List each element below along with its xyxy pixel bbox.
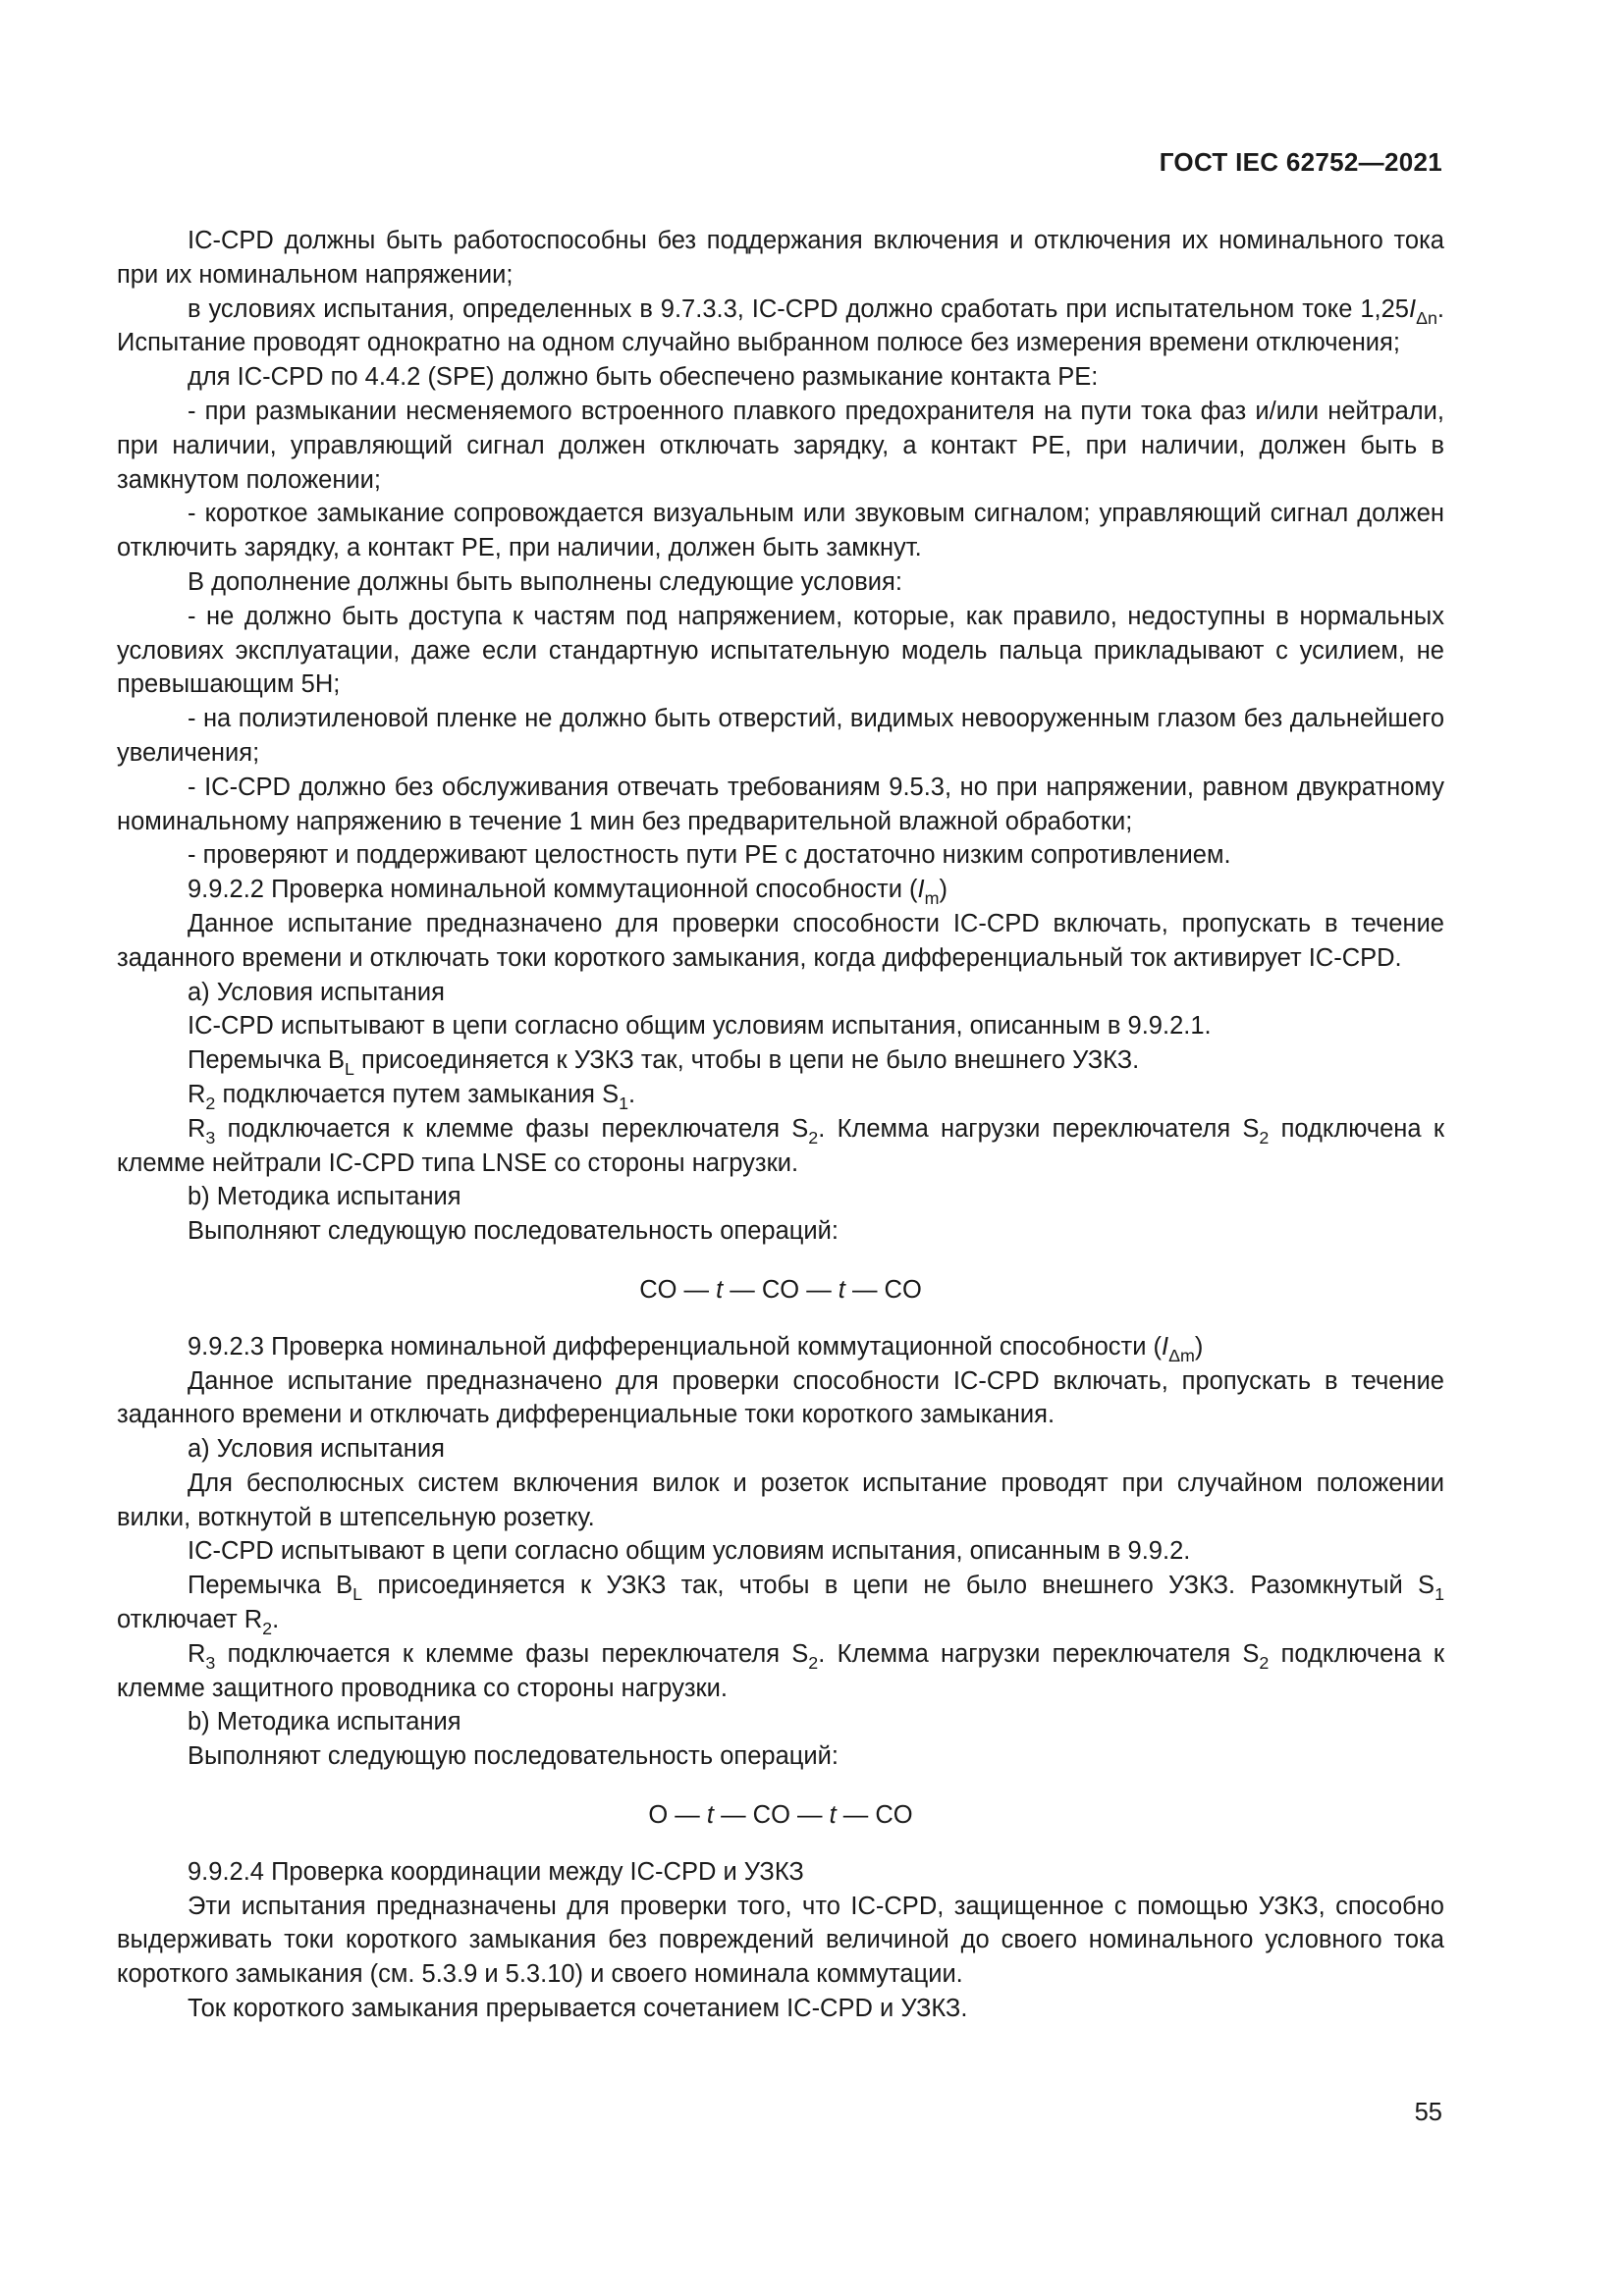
paragraph: Перемычка $B_L$ присоединяется к УЗКЗ так, чтобы в цепи не было внешнего УЗКЗ. (188, 1046, 1140, 1080)
paragraph: $R_3$ подключается к клемме фазы переключателя $S_2$. Клемма нагрузки переключателя $S_2$ подключена к клемме защитного проводника со стороны нагрузки. (117, 1639, 1444, 1702)
document-body (117, 224, 1444, 2026)
paragraph: IC-CPD испытывают в цепи согласно общим условиям испытания, описанным в 9.9.2.1. (188, 1012, 1212, 1041)
formula: CO — t — CO — t — CO (639, 1275, 922, 1304)
page-number: 55 (1414, 2099, 1442, 2126)
paragraph: В дополнение должны быть выполнены следующие условия: (188, 567, 902, 596)
paragraph: $R_2$ подключается путем замыкания $S_1$. (188, 1080, 636, 1113)
paragraph: в условиях испытания, определенных в 9.7.3.3, IC-CPD должно сработать при испытательном токе $1,25I_{\Delta n}$. Испытание проводят однократно на одном случайно выбранном полюсе без измерения времени отключения; (117, 294, 1444, 357)
section-heading: 9.9.2.2 Проверка номинальной коммутационной способности $(I_m)$ (188, 876, 947, 909)
subheading: a) Условия испытания (188, 1435, 445, 1464)
paragraph: для IC-CPD по 4.4.2 (SPE) должно быть обеспечено размыкание контакта PE: (188, 363, 1099, 392)
paragraph: Эти испытания предназначены для проверки того, что IC-CPD, защищенное с помощью УЗКЗ, способно выдерживать токи короткого замыкания без повреждений величиной до своего номинального условного тока короткого замыкания (см. 5.3.9 и 5.3.10) и своего номинала коммутации. (117, 1892, 1444, 1989)
list-item: - короткое замыкание сопровождается визуальным или звуковым сигналом; управляющий сигнал должен отключить зарядку, а контакт PE, при наличии, должен быть замкнут. (117, 500, 1444, 562)
paragraph: Ток короткого замыкания прерывается сочетанием IC-CPD и УЗКЗ. (188, 1995, 968, 2023)
list-item: - не должно быть доступа к частям под напряжением, которые, как правило, недоступны в нормальных условиях эксплуатации, даже если стандартную испытательную модель пальца прикладывают с усилием, не превышающим 5Н; (117, 602, 1444, 699)
subheading: a) Условия испытания (188, 978, 445, 1006)
list-item: - IC-CPD должно без обслуживания отвечать требованиям 9.5.3, но при напряжении, равном двукратному номинальному напряжению в течение 1 мин без предварительной влажной обработки; (117, 773, 1444, 835)
paragraph: Выполняют следующую последовательность операций: (188, 1217, 839, 1246)
paragraph: IC-CPD испытывают в цепи согласно общим условиям испытания, описанным в 9.9.2. (188, 1537, 1191, 1566)
document-header: ГОСТ IEC 62752—2021 (1159, 147, 1442, 177)
paragraph: Для бесполюсных систем включения вилок и розеток испытание проводят при случайном положении вилки, воткнутой в штепсельную розетку. (117, 1468, 1444, 1531)
list-item: - при размыкании несменяемого встроенного плавкого предохранителя на пути тока фаз и/или нейтрали, при наличии, управляющий сигнал должен отключать зарядку, а контакт PE, при наличии, должен быть в замкнутом положении; (117, 397, 1444, 494)
paragraph: Выполняют следующую последовательность операций: (188, 1742, 839, 1771)
paragraph: Данное испытание предназначено для проверки способности IC-CPD включать, пропускать в течение заданного времени и отключать токи короткого замыкания, когда дифференциальный ток активирует IC-CPD. (117, 909, 1444, 972)
section-heading: 9.9.2.4 Проверка координации между IC-CPD и УЗКЗ (188, 1857, 804, 1886)
subheading: b) Методика испытания (188, 1708, 461, 1736)
paragraph: $R_3$ подключается к клемме фазы переключателя $S_2$. Клемма нагрузки переключателя $S_2$ подключена к клемме нейтрали IC-CPD типа LNSE со стороны нагрузки. (117, 1114, 1444, 1177)
paragraph: Перемычка $B_L$ присоединяется к УЗКЗ так, чтобы в цепи не было внешнего УЗКЗ. Разомкнутый $S_1$ отключает $R_2$. (117, 1572, 1444, 1639)
paragraph: Данное испытание предназначено для проверки способности IC-CPD включать, пропускать в течение заданного времени и отключать дифференциальные токи короткого замыкания. (117, 1366, 1444, 1429)
list-item: - проверяют и поддерживают целостность пути PE с достаточно низким сопротивлением. (188, 841, 1231, 870)
subheading: b) Методика испытания (188, 1183, 461, 1211)
formula: O — t — CO — t — CO (648, 1801, 913, 1830)
list-item: - на полиэтиленовой пленке не должно быть отверстий, видимых невооруженным глазом без дальнейшего увеличения; (117, 705, 1444, 767)
section-heading: 9.9.2.3 Проверка номинальной дифференциальной коммутационной способности $(I_{\Delta m})$ (188, 1332, 1204, 1365)
paragraph: IC-CPD должны быть работоспособны без поддержания включения и отключения их номинального тока при их номинальном напряжении; (117, 227, 1444, 289)
